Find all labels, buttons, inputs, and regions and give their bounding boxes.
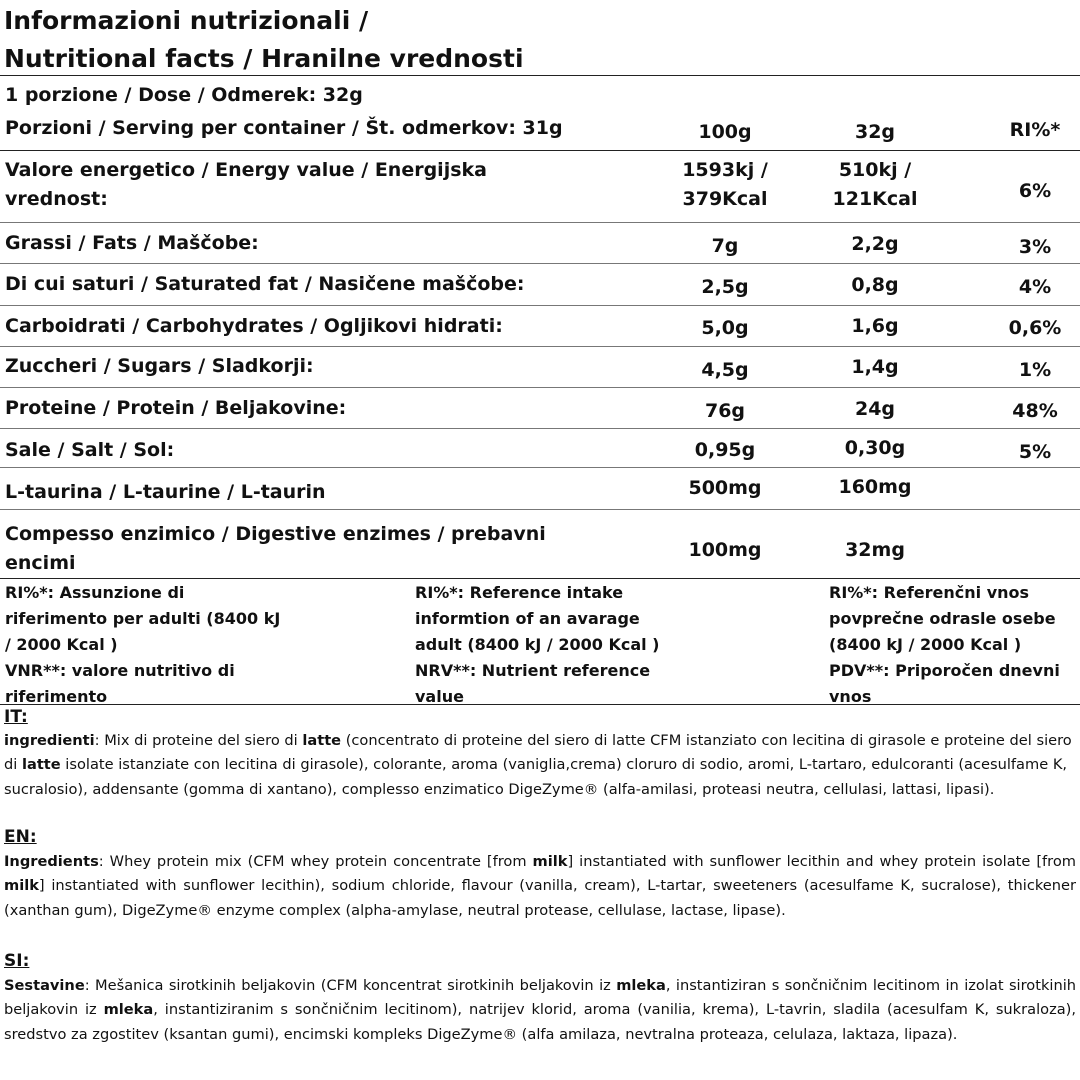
row-fats-ri: 3%	[1018, 236, 1052, 258]
row-salt-label: Sale / Salt / Sol:	[5, 439, 175, 461]
row-salt-ri: 5%	[1018, 441, 1052, 463]
row-energy-ri: 6%	[1018, 180, 1052, 202]
ingredients-si: Sestavine: Mešanica sirotkinih beljakovin (CFM koncentrat sirotkinih beljakovin iz mleka, instantiziran s sončničnim lecitinom in izolat sirotkinih beljakovin iz mleka, instantiziranim s sončničnim lecitinom), natrijev klorid, aroma (vanilia, krema), L-tavrin, sladila (acesulfam K, sukraloza), sredstvo za zgostitev (ksantan gumi), encimski kompleks DigeZyme® (alfa amilaza, nevtralna proteaza, celulaza, laktaza, lipaza).	[4, 977, 1076, 1043]
section-heading-en: EN:	[4, 827, 37, 847]
column-header-32g: 32g	[854, 121, 896, 143]
row-protein-label: Proteine / Protein / Beljakovine:	[5, 397, 347, 419]
row-enzymes-label: Compesso enzimico / Digestive enzimes / prebavni encimi	[5, 523, 546, 574]
row-saturated-100g: 2,5g	[701, 276, 749, 298]
page-title	[4, 2, 1074, 78]
row-sugars-label: Zuccheri / Sugars / Sladkorji:	[5, 355, 314, 377]
divider	[0, 467, 1080, 468]
title-line-1: Informazioni nutrizionali /	[4, 6, 369, 35]
ingredients-it: ingredienti: Mix di proteine del siero di latte (concentrato di proteine del siero di latte CFM istanziato con lecitina di girasole e proteine del siero di latte isolate istanziate con lecitina di girasole), colorante, aroma (vaniglia,crema) cloruro di sodio, aromi, L-tartaro, edulcoranti (acesulfame K, sucralosio), addensante (gomma di xantano), complesso enzimatico DigeZyme® (alfa-amilasi, proteasi neutra, cellulasi, lattasi, lipasi).	[4, 732, 1072, 798]
divider	[0, 387, 1080, 388]
row-fats-100g: 7g	[711, 235, 739, 257]
divider	[0, 150, 1080, 151]
divider	[0, 578, 1080, 579]
row-enzymes-32g: 32mg	[845, 539, 905, 561]
row-carbohydrates-ri: 0,6%	[1008, 317, 1062, 339]
divider	[0, 305, 1080, 306]
row-carbohydrates-100g: 5,0g	[701, 317, 749, 339]
row-fats-label: Grassi / Fats / Maščobe:	[5, 232, 259, 254]
ri-note-en: RI%*: Reference intake informtion of an avarage adult (8400 kJ / 2000 Kcal ) NRV**: Nutrient reference value	[415, 583, 660, 706]
row-protein-32g: 24g	[854, 398, 896, 420]
row-saturated-label: Di cui saturi / Saturated fat / Nasičene maščobe:	[5, 273, 525, 295]
ri-note-it: RI%*: Assunzione di riferimento per adulti (8400 kJ / 2000 Kcal ) VNR**: valore nutritivo di riferimento	[5, 583, 281, 706]
column-header-ri: RI%*	[1009, 119, 1061, 141]
row-saturated-32g: 0,8g	[851, 274, 899, 296]
row-carbohydrates-label: Carboidrati / Carbohydrates / Ogljikovi hidrati:	[5, 315, 503, 337]
divider	[0, 346, 1080, 347]
ri-note-si: RI%*: Referenčni vnos povprečne odrasle osebe (8400 kJ / 2000 Kcal ) PDV**: Priporočen dnevni vnos	[829, 583, 1060, 706]
row-salt-100g: 0,95g	[694, 439, 756, 461]
column-header-100g: 100g	[698, 121, 752, 143]
serving-per-container: Porzioni / Serving per container / Št. odmerkov: 31g	[5, 117, 563, 139]
serving-dose: 1 porzione / Dose / Odmerek: 32g	[5, 84, 363, 106]
row-energy-100g: 1593kj / 379Kcal	[682, 159, 768, 210]
ingredients-en: Ingredients: Whey protein mix (CFM whey protein concentrate [from milk] instantiated with sunflower lecithin and whey protein isolate [from milk] instantiated with sunflower lecithin), sodium chloride, flavour (vanilla, cream), L-tartar, sweeteners (acesulfame K, sucralose), thickener (xanthan gum), DigeZyme® enzyme complex (alpha-amylase, neutral protease, cellulase, lactase, lipase).	[4, 853, 1076, 919]
row-carbohydrates-32g: 1,6g	[851, 315, 899, 337]
row-taurine-label: L-taurina / L-taurine / L-taurin	[5, 481, 326, 503]
row-energy-label: Valore energetico / Energy value / Energijska vrednost:	[5, 159, 487, 210]
row-sugars-ri: 1%	[1018, 359, 1052, 381]
section-heading-it: IT:	[4, 707, 28, 727]
divider	[0, 428, 1080, 429]
row-sugars-100g: 4,5g	[701, 359, 749, 381]
row-taurine-32g: 160mg	[838, 476, 912, 498]
row-saturated-ri: 4%	[1018, 276, 1052, 298]
row-taurine-100g: 500mg	[688, 477, 762, 499]
title-line-2: Nutritional facts / Hranilne vrednosti	[4, 44, 524, 73]
divider	[0, 75, 1080, 76]
row-protein-100g: 76g	[704, 400, 746, 422]
row-sugars-32g: 1,4g	[851, 356, 899, 378]
row-enzymes-100g: 100mg	[688, 539, 762, 561]
divider	[0, 263, 1080, 264]
row-energy-32g: 510kj / 121Kcal	[832, 159, 918, 210]
section-heading-si: SI:	[4, 951, 30, 971]
divider	[0, 222, 1080, 223]
divider	[0, 704, 1080, 705]
row-fats-32g: 2,2g	[851, 233, 899, 255]
row-salt-32g: 0,30g	[844, 437, 906, 459]
divider	[0, 509, 1080, 510]
row-protein-ri: 48%	[1012, 400, 1058, 422]
